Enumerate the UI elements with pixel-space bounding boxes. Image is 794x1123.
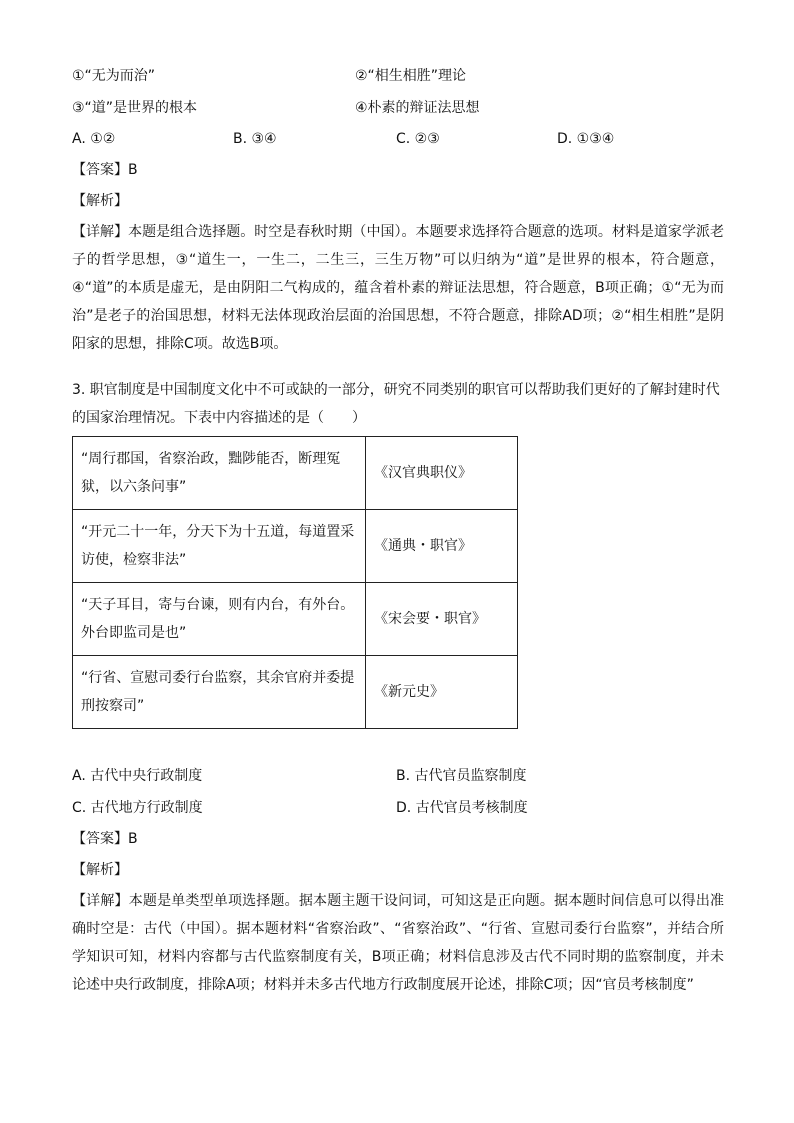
table-source: 《汉官典职仪》 — [366, 437, 518, 510]
choice-b: B. ③④ — [233, 131, 277, 147]
option-2: ②“相生相胜”理论 — [355, 68, 467, 84]
q2-detail: 【详解】本题是组合选择题。时空是春秋时期（中国）。本题要求选择符合题意的选项。材料是道家学派老子的哲学思想，③“道生一，一生二，二生三，三生万物”可以归纳为“道”是世界的根本，符合题意，④“道”的本质是虚无，是由阴阳二气构成的，蕴含着朴素的辩证法思想，符合题意，B项正确；①“无为而治”是老子的治国思想，材料无法体现政治层面的治国思想，不符合题意，排除AD项；②“相生相胜”是阴阳家的思想，排除C项。故选B项。 — [72, 224, 724, 352]
table-source: 《新元史》 — [366, 656, 518, 729]
q3-stem: 3. 职官制度是中国制度文化中不可或缺的一部分，研究不同类别的职官可以帮助我们更好的了解封建时代的国家治理情况。下表中内容描述的是（ ） — [72, 382, 720, 426]
table-row — [73, 583, 518, 656]
choice-d: D. ①③④ — [557, 131, 615, 147]
table-quote: “行省、宣慰司委行台监察，其余官府并委提刑按察司” — [73, 656, 366, 729]
option-3: ③“道”是世界的根本 — [72, 100, 198, 116]
table-quote: “天子耳目，寄与台谏，则有内台，有外台。外台即监司是也” — [73, 583, 366, 656]
table-row — [73, 510, 518, 583]
table-row — [73, 437, 518, 510]
table-quote: “开元二十一年，分天下为十五道，每道置采访使，检察非法” — [73, 510, 366, 583]
q3-choice-c: C. 古代地方行政制度 — [72, 800, 203, 816]
choice-a: A. ①② — [72, 131, 116, 147]
q3-detail: 【详解】本题是单类型单项选择题。据本题主题干设问词，可知这是正向题。据本题时间信息可以得出准确时空是：古代（中国）。据本题材料“省察治政”、“省察治政”、“行省、宣慰司委行台监察”，并结合所学知识可知，材料内容都与古代监察制度有关，B项正确；材料信息涉及古代不同时期的监察制度，并未论述中央行政制度，排除A项；材料并未多古代地方行政制度展开论述，排除C项；因“官员考核制度” — [72, 893, 724, 993]
table-source: 《通典・职官》 — [366, 510, 518, 583]
q3-analysis-label: 【解析】 — [72, 862, 128, 878]
option-1: ①“无为而治” — [72, 68, 156, 84]
choice-c: C. ②③ — [396, 131, 440, 147]
source-table — [72, 436, 518, 729]
q3-choice-a: A. 古代中央行政制度 — [72, 768, 203, 784]
q2-analysis-label: 【解析】 — [72, 193, 128, 209]
table-row — [73, 656, 518, 729]
q3-answer: 【答案】B — [72, 831, 138, 847]
q3-choice-d: D. 古代官员考核制度 — [396, 800, 528, 816]
q2-answer: 【答案】B — [72, 162, 138, 178]
table-source: 《宋会要・职官》 — [366, 583, 518, 656]
table-quote: “周行郡国，省察治政，黜陟能否，断理冤狱，以六条问事” — [73, 437, 366, 510]
option-4: ④朴素的辩证法思想 — [355, 100, 480, 116]
q3-choice-b: B. 古代官员监察制度 — [396, 768, 527, 784]
